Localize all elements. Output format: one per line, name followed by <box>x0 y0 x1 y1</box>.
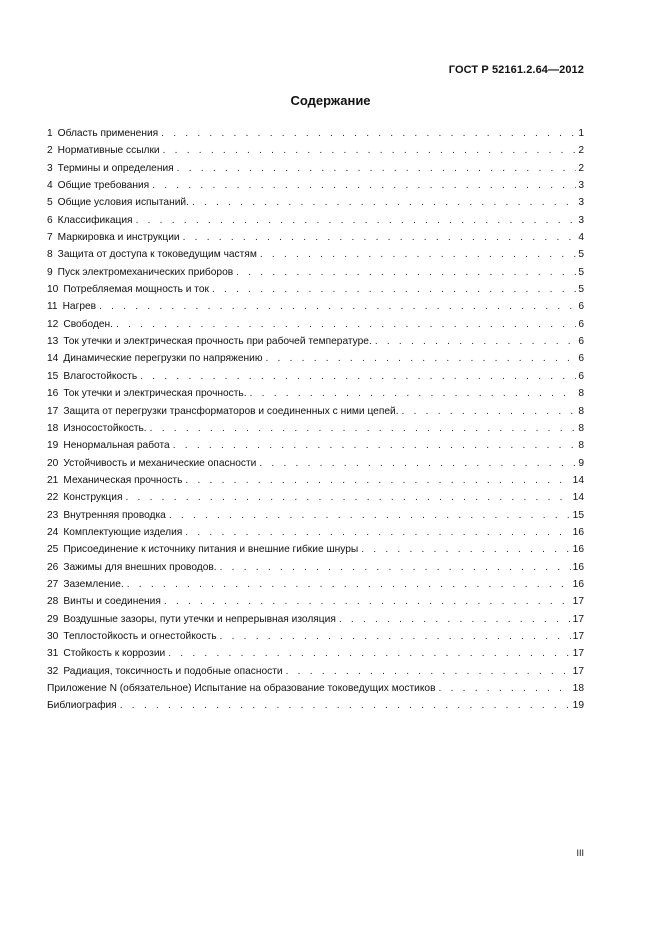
toc-entry-title: Термины и определения <box>57 162 174 174</box>
toc-entry[interactable] <box>47 177 584 194</box>
toc-leader-dots <box>177 160 577 177</box>
toc-entry-label <box>47 281 209 298</box>
table-of-contents <box>47 125 584 715</box>
toc-entry[interactable] <box>47 663 584 680</box>
toc-entry[interactable] <box>47 420 584 437</box>
toc-entry-number: 19 <box>47 440 59 452</box>
toc-leader-dots <box>361 541 570 558</box>
toc-entry-number: 3 <box>47 162 53 174</box>
toc-entry-number: 6 <box>47 214 53 226</box>
toc-leader-dots <box>439 680 571 697</box>
toc-entry-title: Комплектующие изделия <box>63 526 183 538</box>
toc-entry[interactable] <box>47 212 584 229</box>
toc-entry-page: 17 <box>572 630 584 642</box>
toc-entry-page: 6 <box>578 301 584 313</box>
toc-entry-label <box>47 177 149 194</box>
toc-entry-label <box>47 420 147 437</box>
toc-entry-page: 17 <box>572 596 584 608</box>
page-number: III <box>576 848 584 858</box>
toc-entry-label <box>47 697 117 714</box>
toc-entry-page: 17 <box>572 665 584 677</box>
page-title: Содержание <box>290 93 371 108</box>
toc-leader-dots <box>120 697 571 714</box>
toc-entry-page: 8 <box>578 422 584 434</box>
toc-entry-number: 28 <box>47 596 59 608</box>
toc-entry[interactable] <box>47 507 584 524</box>
toc-leader-dots <box>259 455 576 472</box>
toc-entry-title: Влагостойкость <box>63 370 138 382</box>
toc-entry-number: 20 <box>47 457 59 469</box>
toc-entry-page: 14 <box>572 474 584 486</box>
toc-leader-dots <box>339 611 571 628</box>
toc-leader-dots <box>265 350 576 367</box>
toc-leader-dots <box>250 385 577 402</box>
toc-entry-number: 17 <box>47 405 59 417</box>
toc-entry-number: 15 <box>47 370 59 382</box>
toc-entry-label <box>47 368 137 385</box>
toc-entry-label <box>47 455 256 472</box>
toc-entry[interactable] <box>47 489 584 506</box>
toc-entry-number: 10 <box>47 284 59 296</box>
toc-entry[interactable] <box>47 229 584 246</box>
toc-leader-dots <box>99 298 576 315</box>
toc-entry-page: 5 <box>578 284 584 296</box>
toc-entry[interactable] <box>47 368 584 385</box>
toc-entry-label <box>47 229 180 246</box>
toc-entry-label <box>47 611 336 628</box>
toc-entry[interactable] <box>47 455 584 472</box>
toc-entry-label <box>47 437 170 454</box>
toc-entry-label <box>47 298 96 315</box>
toc-entry[interactable] <box>47 246 584 263</box>
toc-entry[interactable] <box>47 160 584 177</box>
toc-leader-dots <box>402 403 577 420</box>
toc-leader-dots <box>173 437 577 454</box>
toc-entry[interactable] <box>47 125 584 142</box>
toc-leader-dots <box>161 125 576 142</box>
toc-entry-number: 12 <box>47 318 59 330</box>
toc-entry-title: Пуск электромеханических приборов <box>57 266 234 278</box>
toc-entry-number: 5 <box>47 197 53 209</box>
toc-entry-number: 8 <box>47 249 53 261</box>
toc-entry-page: 2 <box>578 145 584 157</box>
toc-entry-page: 16 <box>572 561 584 573</box>
toc-entry[interactable] <box>47 680 584 697</box>
toc-entry-title: Защита от перегрузки трансформаторов и соединенных с ними цепей. <box>63 405 399 417</box>
toc-entry-title: Классификация <box>57 214 133 226</box>
toc-entry-title: Защита от доступа к токоведущим частям <box>57 249 257 261</box>
toc-entry-title: Ток утечки и электрическая прочность при рабочей температуре. <box>63 336 372 348</box>
toc-entry-title: Нагрев <box>62 301 97 313</box>
toc-entry[interactable] <box>47 541 584 558</box>
toc-entry-page: 16 <box>572 526 584 538</box>
toc-entry-number: 16 <box>47 388 59 400</box>
toc-entry-label <box>47 507 166 524</box>
toc-entry-title: Область применения <box>57 128 159 139</box>
toc-entry-page: 18 <box>572 683 584 694</box>
toc-leader-dots <box>164 593 571 610</box>
toc-entry-label <box>47 593 161 610</box>
toc-entry-label <box>47 264 233 281</box>
toc-entry-page: 2 <box>578 162 584 174</box>
toc-entry-title: Механическая прочность <box>63 474 183 486</box>
toc-entry[interactable] <box>47 385 584 402</box>
toc-entry[interactable] <box>47 472 584 489</box>
toc-entry-label <box>47 142 160 159</box>
toc-entry-label <box>47 645 165 662</box>
toc-entry-label <box>47 403 399 420</box>
toc-leader-dots <box>236 264 576 281</box>
toc-entry-label <box>47 246 257 263</box>
toc-leader-dots <box>168 645 570 662</box>
toc-entry-title: Конструкция <box>63 492 123 504</box>
toc-entry-label <box>47 194 189 211</box>
toc-entry-title: Заземление. <box>63 578 124 590</box>
toc-entry-label <box>47 541 358 558</box>
toc-entry-number: 31 <box>47 648 59 660</box>
toc-entry-title: Общие требования <box>57 180 150 192</box>
toc-entry-label <box>47 333 372 350</box>
toc-entry-page: 4 <box>578 232 584 244</box>
toc-entry-page: 6 <box>578 370 584 382</box>
toc-entry-page: 6 <box>578 336 584 348</box>
toc-entry-title: Свободен. <box>63 318 114 330</box>
toc-entry-title: Радиация, токсичность и подобные опасности <box>63 665 283 677</box>
toc-entry-label <box>47 489 122 506</box>
toc-leader-dots <box>163 142 577 159</box>
toc-leader-dots <box>220 559 571 576</box>
toc-entry-title: Маркировка и инструкции <box>57 232 180 244</box>
toc-entry-title: Теплостойкость и огнестойкость <box>63 630 217 642</box>
toc-leader-dots <box>220 628 571 645</box>
toc-entry[interactable] <box>47 628 584 645</box>
toc-entry-title: Библиография <box>47 700 117 712</box>
toc-entry-title: Присоединение к источнику питания и внешние гибкие шнуры <box>63 544 359 556</box>
toc-entry-page: 3 <box>578 214 584 226</box>
toc-entry[interactable] <box>47 142 584 159</box>
toc-entry-page: 1 <box>578 128 584 139</box>
toc-entry-page: 15 <box>572 509 584 521</box>
toc-entry-title: Винты и соединения <box>63 596 161 608</box>
toc-entry-number: 32 <box>47 665 59 677</box>
toc-entry-label <box>47 350 262 367</box>
toc-entry[interactable] <box>47 281 584 298</box>
toc-entry-number: 25 <box>47 544 59 556</box>
document-id: ГОСТ Р 52161.2.64—2012 <box>448 64 584 76</box>
toc-entry-title: Стойкость к коррозии <box>63 648 166 660</box>
toc-entry-title: Приложение N (обязательное) Испытание на образование токоведущих мостиков <box>47 683 436 694</box>
toc-leader-dots <box>183 229 577 246</box>
toc-entry[interactable] <box>47 576 584 593</box>
toc-entry-number: 9 <box>47 266 53 278</box>
toc-leader-dots <box>136 212 577 229</box>
toc-entry-page: 9 <box>578 457 584 469</box>
toc-entry[interactable] <box>47 298 584 315</box>
toc-entry-title: Ток утечки и электрическая прочность. <box>63 388 247 400</box>
toc-entry-number: 23 <box>47 509 59 521</box>
toc-entry-label <box>47 628 217 645</box>
toc-entry-page: 8 <box>578 388 584 400</box>
toc-entry[interactable] <box>47 611 584 628</box>
toc-entry-page: 17 <box>572 648 584 660</box>
toc-entry-number: 1 <box>47 128 53 139</box>
toc-entry-page: 5 <box>578 249 584 261</box>
toc-entry-title: Внутренняя проводка <box>63 509 166 521</box>
toc-entry-title: Нормативные ссылки <box>57 145 160 157</box>
toc-entry-number: 4 <box>47 180 53 192</box>
toc-entry-title: Потребляемая мощность и ток <box>63 284 209 296</box>
toc-entry-label <box>47 680 436 697</box>
toc-entry[interactable] <box>47 697 584 714</box>
toc-leader-dots <box>185 472 570 489</box>
toc-entry[interactable] <box>47 437 584 454</box>
toc-entry-page: 14 <box>572 492 584 504</box>
toc-leader-dots <box>127 576 571 593</box>
toc-entry[interactable] <box>47 593 584 610</box>
toc-entry-page: 17 <box>572 613 584 625</box>
toc-entry-title: Ненормальная работа <box>63 440 170 452</box>
toc-entry-title: Устойчивость и механические опасности <box>63 457 257 469</box>
toc-entry-label <box>47 663 283 680</box>
toc-entry-number: 30 <box>47 630 59 642</box>
toc-leader-dots <box>212 281 576 298</box>
toc-entry[interactable] <box>47 194 584 211</box>
toc-leader-dots <box>140 368 576 385</box>
toc-entry-number: 22 <box>47 492 59 504</box>
toc-entry-title: Воздушные зазоры, пути утечки и непрерывная изоляция <box>63 613 336 625</box>
toc-entry-label <box>47 212 133 229</box>
toc-entry[interactable] <box>47 403 584 420</box>
toc-entry[interactable] <box>47 350 584 367</box>
toc-entry-page: 8 <box>578 405 584 417</box>
toc-entry-page: 6 <box>578 318 584 330</box>
toc-leader-dots <box>169 507 571 524</box>
toc-leader-dots <box>185 524 570 541</box>
toc-leader-dots <box>116 316 576 333</box>
toc-entry-page: 3 <box>578 180 584 192</box>
toc-entry-number: 14 <box>47 353 59 365</box>
toc-entry-number: 27 <box>47 578 59 590</box>
toc-entry-page: 5 <box>578 266 584 278</box>
toc-leader-dots <box>192 194 576 211</box>
toc-entry-page: 16 <box>572 578 584 590</box>
toc-leader-dots <box>150 420 577 437</box>
toc-leader-dots <box>152 177 576 194</box>
toc-entry-label <box>47 385 247 402</box>
toc-entry[interactable] <box>47 316 584 333</box>
toc-entry-number: 24 <box>47 526 59 538</box>
toc-entry-title: Зажимы для внешних проводов. <box>63 561 217 573</box>
toc-entry-label <box>47 125 158 142</box>
toc-entry-number: 26 <box>47 561 59 573</box>
toc-entry-number: 13 <box>47 336 59 348</box>
toc-entry-number: 29 <box>47 613 59 625</box>
toc-entry-page: 8 <box>578 440 584 452</box>
toc-entry[interactable] <box>47 333 584 350</box>
toc-entry-label <box>47 160 174 177</box>
toc-entry-page: 19 <box>572 700 584 712</box>
toc-entry-number: 18 <box>47 422 59 434</box>
toc-entry-number: 21 <box>47 474 59 486</box>
toc-leader-dots <box>260 246 577 263</box>
toc-entry-title: Износостойкость. <box>63 422 147 434</box>
toc-entry[interactable] <box>47 645 584 662</box>
toc-entry-title: Общие условия испытаний. <box>57 197 189 209</box>
toc-entry-label <box>47 524 182 541</box>
toc-entry-label <box>47 316 113 333</box>
toc-entry-number: 11 <box>47 301 58 313</box>
toc-entry-page: 3 <box>578 197 584 209</box>
toc-entry-label <box>47 472 182 489</box>
toc-entry-title: Динамические перегрузки по напряжению <box>63 353 263 365</box>
toc-entry[interactable] <box>47 559 584 576</box>
toc-entry-page: 6 <box>578 353 584 365</box>
toc-entry-page: 16 <box>572 544 584 556</box>
toc-entry[interactable] <box>47 264 584 281</box>
toc-entry-label <box>47 576 124 593</box>
toc-entry-number: 7 <box>47 232 53 244</box>
toc-entry[interactable] <box>47 524 584 541</box>
toc-leader-dots <box>286 663 571 680</box>
toc-entry-number: 2 <box>47 145 53 157</box>
toc-leader-dots <box>375 333 577 350</box>
toc-entry-label <box>47 559 217 576</box>
toc-leader-dots <box>125 489 570 506</box>
